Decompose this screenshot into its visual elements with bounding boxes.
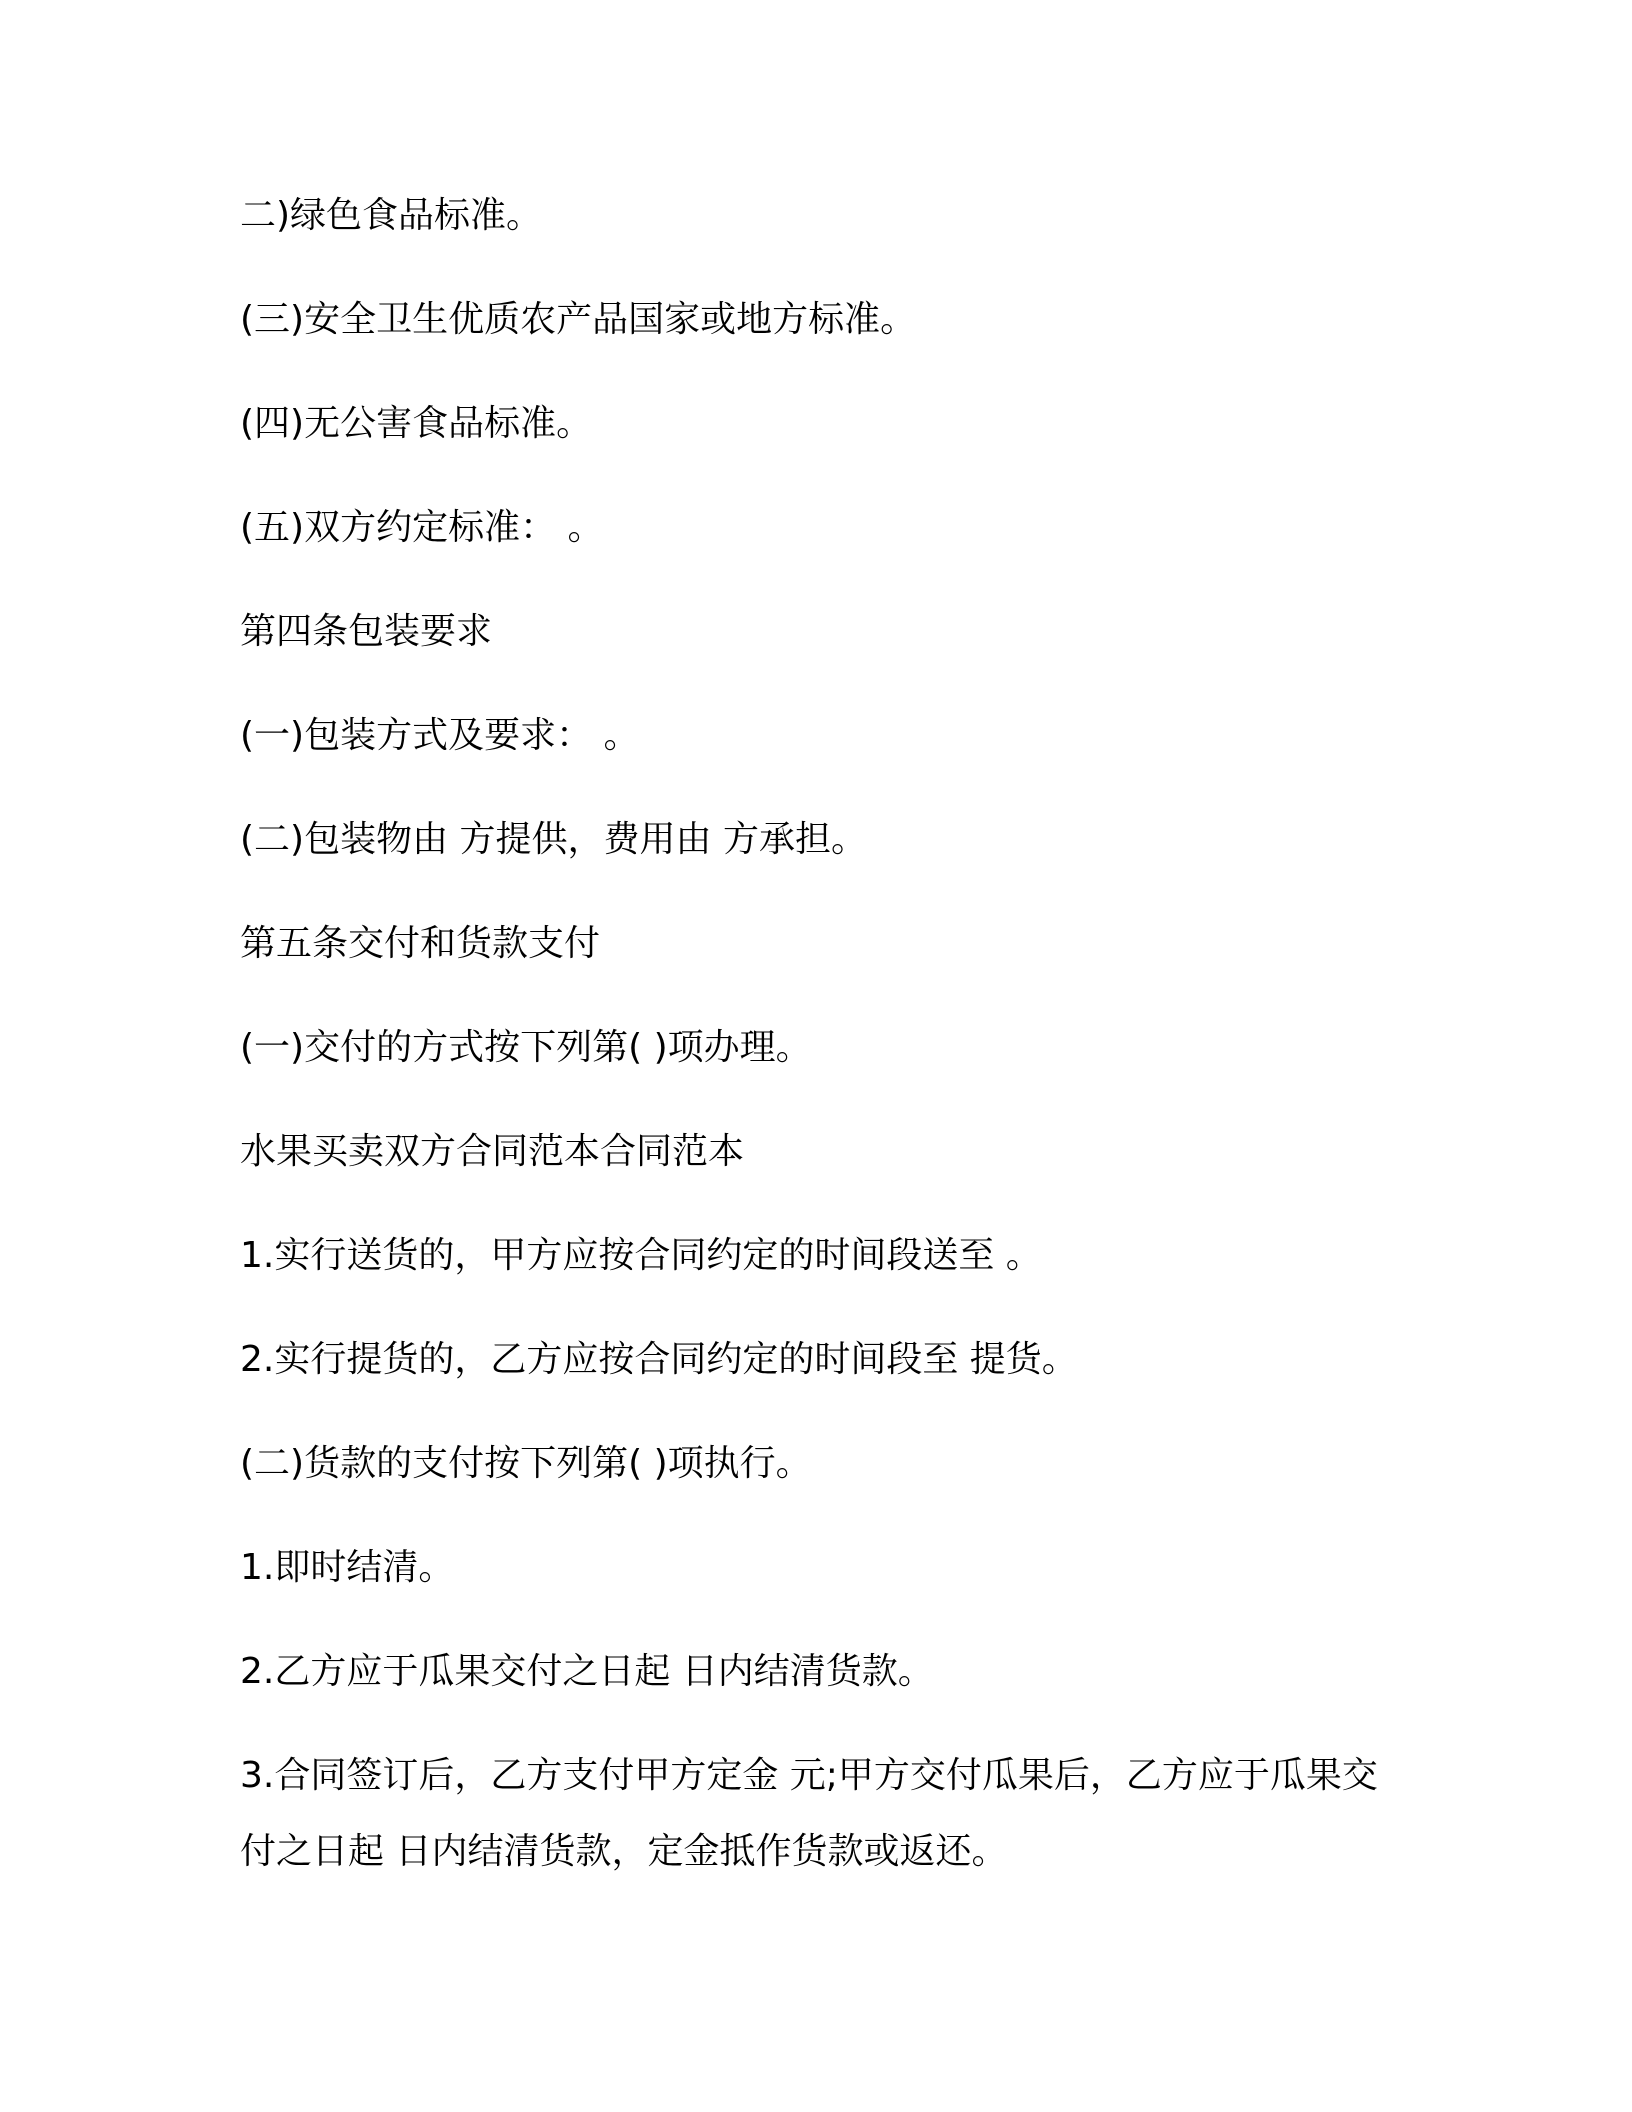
paragraph-payment-option-2: 2.乙方应于瓜果交付之日起 日内结清货款。: [240, 1651, 934, 1692]
paragraph-template-title: 水果买卖双方合同范本合同范本: [240, 1131, 745, 1172]
paragraph-packaging-method: (一)包装方式及要求： 。: [240, 715, 640, 756]
paragraph-payment-method: (二)货款的支付按下列第( )项执行。: [240, 1443, 812, 1484]
paragraph-packaging-provider: (二)包装物由 方提供，费用由 方承担。: [240, 819, 867, 860]
paragraph-delivery-method: (一)交付的方式按下列第( )项办理。: [240, 1027, 812, 1068]
section-heading-delivery-payment: 第五条交付和货款支付: [240, 923, 601, 964]
paragraph-green-food-standard: 二)绿色食品标准。: [240, 195, 543, 236]
section-heading-packaging: 第四条包装要求: [240, 611, 493, 652]
document-body: [240, 190, 1400, 1942]
paragraph-payment-option-3: 3.合同签订后，乙方支付甲方定金 元;甲方交付瓜果后，乙方应于瓜果交付之日起 日内结清货款，定金抵作货款或返还。: [240, 1755, 1378, 1872]
paragraph-payment-option-1: 1.即时结清。: [240, 1547, 455, 1588]
paragraph-pollution-free-standard: (四)无公害食品标准。: [240, 403, 593, 444]
paragraph-delivery-option-1: 1.实行送货的，甲方应按合同约定的时间段送至 。: [240, 1235, 1042, 1276]
paragraph-agreed-standard: (五)双方约定标准： 。: [240, 507, 604, 548]
paragraph-delivery-option-2: 2.实行提货的，乙方应按合同约定的时间段至 提货。: [240, 1339, 1078, 1380]
paragraph-safety-hygiene-standard: (三)安全卫生优质农产品国家或地方标准。: [240, 299, 917, 340]
